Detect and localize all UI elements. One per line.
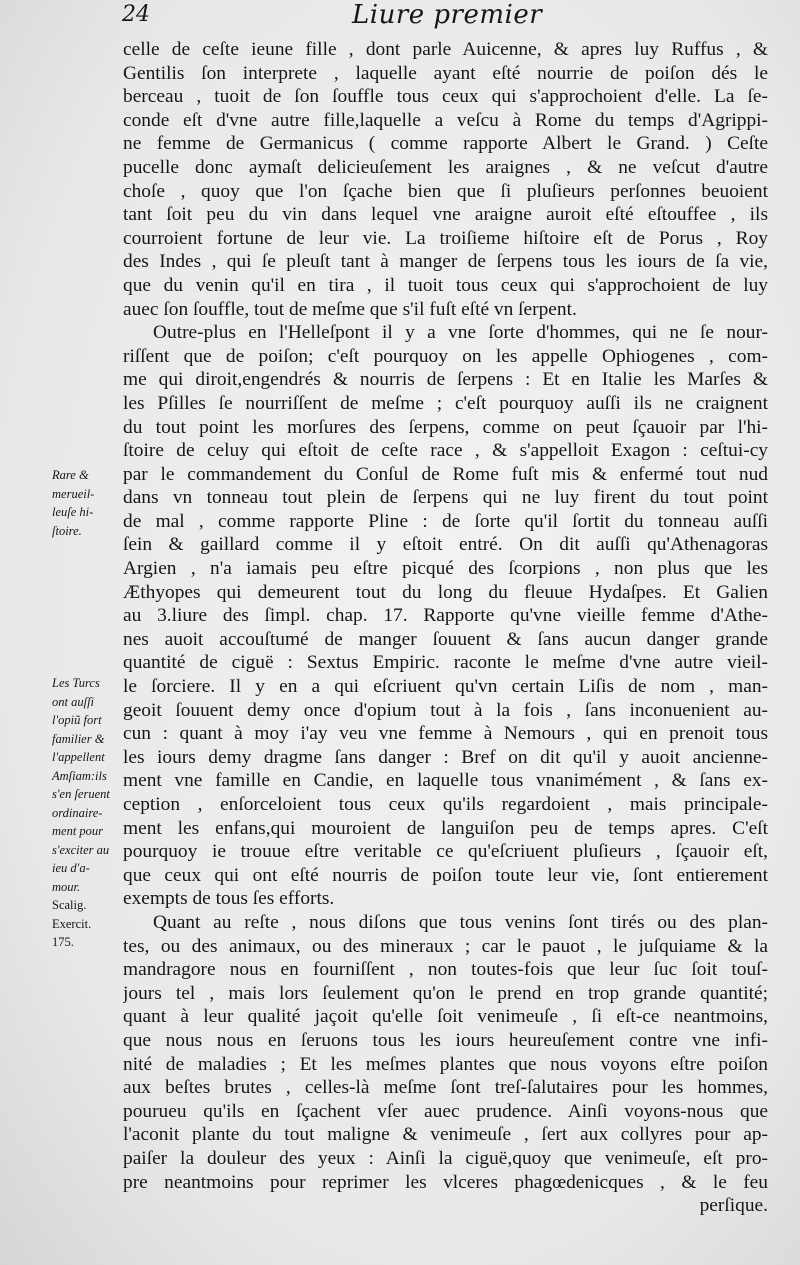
text-line: ment les enfans,qui mouroient de languiſon peu de temps apres. C'eſt	[123, 817, 768, 839]
text-line: geoit ſouuent demy once d'opium tout à la fois , ſans inconuenient au-	[123, 699, 768, 721]
margin-note-rare-histoire	[52, 466, 124, 540]
margin-note-line: s'en ſeruent	[52, 787, 110, 801]
margin-note-line: Rare &	[52, 468, 89, 482]
text-line: berceau , tuoit de ſon ſouffle tous ceux qui s'approchoient d'elle. La ſe-	[123, 86, 768, 108]
text-line: pre neantmoins pour reprimer les vlceres phagœdenicques , & le feu	[123, 1171, 768, 1193]
margin-note-citation: Exercit.	[52, 916, 92, 931]
text-line: Outre-plus en l'Helleſpont il y a vne ſorte d'hommes, qui ne ſe nour-	[153, 322, 768, 344]
text-line: quant à leur qualité jaçoit qu'elle ſoit venimeuſe , ſi eſt-ce neantmoins,	[123, 1006, 768, 1028]
text-line: me qui diroit,engendrés & nourris de ſerpens : Et en Italie les Marſes &	[123, 369, 768, 391]
margin-note-line: ordinaire-	[52, 805, 103, 820]
margin-note-line: mour.	[52, 879, 81, 894]
margin-note-line: ieu d'a-	[52, 861, 90, 875]
text-line: tes, ou des animaux, ou des mineraux ; car le pauot , le juſquiame & la	[123, 935, 768, 957]
text-line: pourquoy ie trouue eſtre veritable ce qu'eſcriuent pluſieurs , ſçauoir eſt,	[123, 841, 768, 863]
text-line: que ceux qui ont eſté nourris de poiſon toute leur vie, ſont entierement	[123, 864, 768, 886]
text-line: l'aconit plante du tout maligne & venimeuſe , ſert aux collyres pour ap-	[123, 1124, 768, 1146]
text-line: exempts de tous ſes efforts.	[123, 888, 335, 910]
text-line: tant ſoit peu du vin dans lequel vne araigne auroit eſté eſtouffee , ils	[123, 204, 768, 226]
text-line: pourueu qu'ils en ſçachent vſer auec prudence. Ainſi voyons-nous que	[123, 1100, 768, 1122]
text-line: ne femme de Germanicus ( comme rapporte Albert le Grand. ) Ceſte	[123, 133, 768, 155]
text-line: ſtoire de celuy qui eſtoit de ceſte race , & s'appelloit Exagon : ceſtui-cy	[123, 440, 768, 462]
text-line: des Indes , qui ſe pleuſt tant à manger de ſerpens tous les iours de ſa vie,	[123, 251, 768, 273]
margin-note-line: l'opiũ fort	[52, 713, 102, 727]
text-line: Gentilis ſon interprete , laquelle ayant eſté nourrie de poiſon dés le	[123, 62, 768, 84]
text-line: les iours demy dragme ſans danger : Bref on dit qu'il y auoit ancienne-	[123, 746, 768, 768]
text-line: choſe , quoy que l'on ſçache bien que ſi pluſieurs perſonnes beuoient	[123, 180, 768, 202]
text-line: auec ſon ſouffle, tout de meſme que s'il fuſt eſté vn ſerpent.	[123, 298, 577, 320]
text-line: quantité de ciguë : Sextus Empiric. raconte le meſme d'vne autre vieil-	[123, 652, 768, 674]
margin-note-line: Les Turcs	[52, 676, 100, 690]
margin-note-line: Amſiam:ils	[52, 768, 107, 783]
text-line: cun : quant à moy i'ay veu vne femme à Nemours , qui en prenoit tous	[123, 723, 768, 745]
text-line: que du venin qu'il en tira , il tuoit tous ceux qui s'approchoient de luy	[123, 274, 768, 296]
text-line: perſique.	[699, 1195, 768, 1217]
text-line: dans vn tonneau tout plein de ſerpens qui ne luy firent du tout point	[123, 487, 768, 509]
text-line: Argien , n'a iamais peu eſtre picqué des ſcorpions , non plus que les	[123, 558, 768, 580]
text-line: mandragore nous en fourniſſent , non toutes-fois que leur ſuc ſoit touſ-	[123, 959, 768, 981]
text-line: riſſent que de poiſon; c'eſt pourquoy on les appelle Ophiogenes , com-	[123, 345, 768, 367]
margin-note-line: leuſe hi-	[52, 505, 94, 519]
body-text	[123, 38, 768, 1218]
text-line: les Pſilles ſe nourriſſent de meſme ; c'eſt pourquoy auſſi ils ne craignent	[123, 392, 768, 414]
text-line: nité de maladies ; Et les meſmes plantes que nous voyons eſtre poiſon	[123, 1053, 768, 1075]
text-line: du tout point les morſures des ſerpens, comme on peut ſçauoir par l'hi-	[123, 416, 768, 438]
text-line: ception , enſorceloient tous ceux qu'ils regardoient , mais principale-	[123, 794, 768, 815]
text-line: que nous nous en ſeruons tous les iours heureuſement contre vne infi-	[123, 1029, 768, 1051]
text-line: ſein & gaillard comme il y eſtoit entré. On dit auſſi qu'Athenagoras	[123, 534, 768, 556]
margin-note-line: ſtoire.	[52, 523, 82, 538]
text-line: courroient fortune de leur vie. La troiſieme hiſtoire eſt de Porus , Roy	[123, 227, 768, 249]
text-line: par le commandement du Conſul de Rome fuſt mis & enfermé tout nud	[123, 463, 768, 485]
text-line: nes auoit accouſtumé de manger ſouuent & ſans aucun danger grande	[123, 628, 768, 650]
text-line: jours tel , mais lors ſeulement qu'on le prend en trop grande quantité;	[123, 982, 768, 1004]
margin-note-line: s'exciter au	[52, 842, 110, 857]
margin-note-line: merueil-	[52, 486, 95, 501]
text-line: celle de ceſte ieune fille , dont parle Auicenne, & apres luy Ruffus , &	[123, 39, 768, 60]
margin-note-line: ont auſſi	[52, 694, 95, 709]
page-number: 24	[122, 2, 150, 27]
text-line: pucelle donc aymaſt delicieuſement les araignes , & ne veſcut d'autre	[123, 156, 768, 178]
margin-note-line: l'appellent	[52, 750, 105, 764]
text-line: le ſorciere. Il y en a qui eſcriuent qu'vn certain Liſis de nom , man-	[123, 676, 768, 698]
text-line: Æthyopes qui demeurent tout du long du fleuue Hydaſpes. Et Galien	[123, 581, 768, 603]
margin-note-citation: 175.	[52, 935, 74, 949]
text-line: Quant au reſte , nous diſons que tous venins ſont tirés ou des plan-	[153, 911, 768, 933]
text-line: ment vne famille en Candie, en laquelle tous vnanimément , & ſans ex-	[123, 770, 768, 792]
margin-note-turcs-opium	[52, 674, 124, 952]
text-line: conde eſt d'vne autre fille,laquelle a veſcu à Rome du temps d'Agrippi-	[123, 109, 768, 131]
margin-note-line: ment pour	[52, 824, 104, 838]
margin-note-line: familier &	[52, 731, 105, 746]
running-head: Liure premier	[352, 0, 543, 30]
text-line: de mal , comme rapporte Pline : de ſorte qu'il ſortit du tonneau auſſi	[123, 510, 768, 532]
margin-note-citation: Scalig.	[52, 898, 87, 912]
text-line: aux beſtes brutes , celles-là meſme ſont treſ-ſalutaires pour les hommes,	[123, 1077, 768, 1099]
text-line: au 3.liure des ſimpl. chap. 17. Rapporte qu'vne vieille femme d'Athe-	[123, 605, 768, 627]
text-line: paiſer la douleur des yeux : Ainſi la ciguë,quoy que venimeuſe, eſt pro-	[123, 1147, 768, 1169]
